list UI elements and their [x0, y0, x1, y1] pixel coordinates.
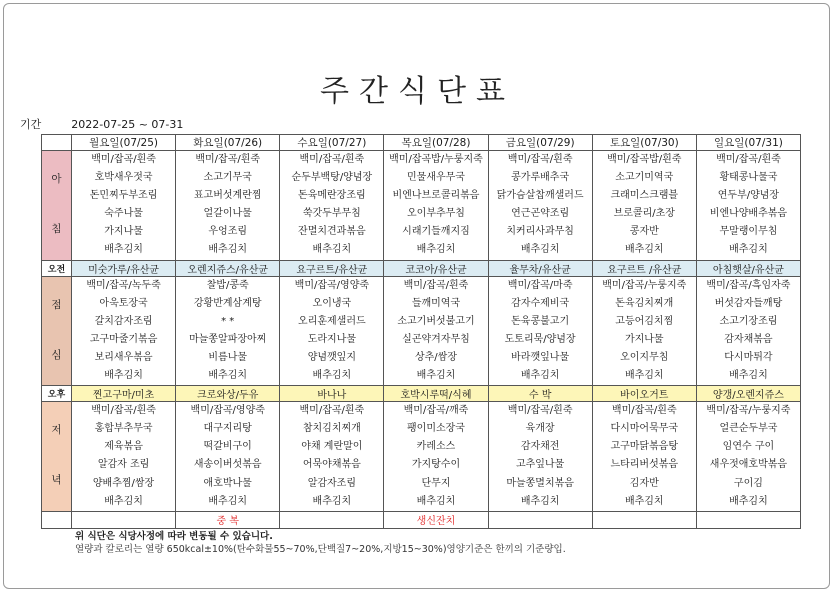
special-event-cell [592, 511, 696, 528]
am-snack-label: 오전 [42, 260, 72, 276]
day-header: 일요일(07/31) [696, 135, 800, 151]
special-event-cell [488, 511, 592, 528]
menu-item: 느타리버섯볶음 [610, 459, 679, 471]
menu-item: 순두부백탕/양념장 [291, 172, 373, 184]
am-snack-cell: 코코아/유산균 [384, 260, 488, 276]
menu-item: 백미/잡곡/녹두죽 [86, 279, 161, 291]
meal-label-char: 저 [51, 424, 62, 437]
menu-item: 얼큰순두부국 [719, 423, 778, 435]
menu-item: 바라깻잎나물 [511, 351, 570, 363]
menu-item: 들깨미역국 [411, 297, 461, 309]
menu-item: 얼갈이나물 [203, 208, 252, 220]
menu-item: 어묵야채볶음 [302, 459, 361, 471]
menu-item: 배추김치 [104, 244, 143, 256]
menu-item: 백미/잡곡밥/누룽지죽 [389, 154, 483, 165]
page-title: 주간식단표 [320, 74, 515, 109]
special-event-cell: 생신잔치 [384, 511, 488, 528]
meal-label-char: 점 [51, 298, 62, 311]
menu-item: 도토리묵/양념장 [504, 333, 576, 345]
menu-item: 배추김치 [624, 495, 664, 507]
menu-item: 보리새우볶음 [94, 351, 153, 363]
menu-item: 백미/잡곡/누룽지죽 [602, 279, 687, 291]
dinner-day-cell [592, 402, 696, 512]
dinner-day-cell [696, 402, 800, 512]
meal-label-char: 침 [51, 223, 62, 236]
menu-item: 육개장 [525, 423, 555, 435]
menu-item: 가지탕수이 [411, 459, 461, 471]
menu-item: 백미/잡곡/흰죽 [403, 279, 469, 291]
menu-item: 닭가슴살찹깨샐러드 [496, 190, 584, 202]
special-event-label [42, 511, 72, 528]
meal-label-char: 녁 [51, 474, 62, 487]
breakfast-day-cell [384, 151, 488, 261]
menu-item: 김자반 [629, 477, 659, 489]
menu-item: 백미/잡곡/누룽지죽 [706, 405, 791, 417]
pm-snack-cell: 바이오거트 [592, 386, 696, 402]
menu-item: 돈육김치찌개 [615, 297, 674, 309]
menu-item: 비엔나브로콜리볶음 [392, 190, 480, 202]
menu-item: 브로콜리/초장 [613, 208, 675, 220]
breakfast-day-cell [176, 151, 280, 261]
am-snack-cell: 미숫가루/유산균 [72, 260, 176, 276]
dinner-day-cell [384, 402, 488, 512]
menu-item: 배추김치 [729, 495, 768, 507]
menu-item: 백미/잡곡/영양죽 [190, 405, 265, 417]
corner-cell [42, 135, 72, 151]
period-label: 기간 [20, 118, 42, 131]
lunch-day-cell [72, 276, 176, 386]
breakfast-day-cell [488, 151, 592, 261]
menu-item: 배추김치 [416, 244, 456, 256]
menu-item: 백미/잡곡/흰죽 [611, 405, 677, 417]
menu-item: 배추김치 [208, 495, 248, 507]
menu-item: 팽이미소장국 [407, 423, 465, 435]
menu-item: 소고기미역국 [615, 172, 674, 184]
menu-item: 배추김치 [624, 370, 664, 382]
special-event-cell [280, 511, 384, 528]
menu-item: 민물새우무국 [407, 172, 465, 184]
menu-item: 가지나물 [104, 226, 143, 238]
menu-item: 돈육콩불고기 [511, 315, 570, 327]
menu-item: 고구마닭볶음탕 [610, 441, 679, 453]
pm-snack-cell: 수 박 [488, 386, 592, 402]
menu-item: 비름나물 [208, 351, 248, 363]
dinner-day-cell [176, 402, 280, 512]
menu-item: 배추김치 [520, 244, 560, 256]
menu-item: 배추김치 [208, 370, 248, 382]
day-header: 수요일(07/27) [280, 135, 384, 151]
pm-snack-row [42, 386, 801, 402]
day-header: 토요일(07/30) [592, 135, 696, 151]
breakfast-day-cell [592, 151, 696, 261]
menu-item: 양념깻잎지 [307, 351, 356, 363]
menu-item: 비엔나양배추볶음 [709, 208, 788, 220]
menu-item: 오이부추무침 [407, 208, 465, 220]
menu-item: 백미/잡곡/마죽 [507, 279, 573, 291]
lunch-day-cell [280, 276, 384, 386]
menu-item: 무말랭이무침 [719, 226, 778, 238]
menu-item: 배추김치 [208, 244, 248, 256]
menu-item: 고구마줄기볶음 [89, 333, 158, 345]
menu-item: 제육볶음 [104, 441, 143, 453]
menu-item: 소고기장조림 [719, 315, 778, 327]
am-snack-cell: 요구르트 /유산균 [592, 260, 696, 276]
menu-item: 연두부/양념장 [717, 190, 780, 202]
menu-item: 다시마튀각 [724, 351, 773, 363]
menu-item: 백미/잡곡/흑임자죽 [706, 279, 791, 291]
menu-item: 야채 계란말이 [301, 441, 363, 453]
menu-item: 구이김 [733, 477, 763, 489]
menu-item: 새우젓애호박볶음 [709, 459, 788, 471]
menu-item: * * [221, 315, 235, 327]
dinner-row [42, 402, 801, 512]
menu-item: 콩가루배추국 [511, 172, 570, 184]
menu-item: 배추김치 [729, 370, 768, 382]
menu-item: 백미/잡곡/흰죽 [716, 154, 781, 165]
menu-item: 소고기무국 [203, 172, 252, 184]
menu-item: 콩자반 [629, 226, 659, 238]
meal-label-char: 심 [51, 348, 62, 361]
menu-item: 백미/잡곡/흰죽 [507, 154, 573, 165]
menu-item: 백미/잡곡/흰죽 [299, 154, 365, 165]
menu-item: 알감자조림 [307, 477, 356, 489]
pm-snack-label: 오후 [42, 386, 72, 402]
menu-item: 다시마어묵무국 [610, 423, 679, 435]
menu-item: 오이지무침 [620, 351, 669, 363]
breakfast-day-cell [72, 151, 176, 261]
pm-snack-cell: 크로와상/두유 [176, 386, 280, 402]
menu-item: 배추김치 [104, 370, 143, 382]
menu-item: 고추잎나물 [515, 459, 565, 471]
menu-item: 치커리사과무침 [506, 226, 574, 238]
menu-item: 떡갈비구이 [203, 441, 252, 453]
menu-item: 배추김치 [520, 370, 560, 382]
menu-item: 배추김치 [416, 495, 456, 507]
day-header: 목요일(07/28) [384, 135, 488, 151]
menu-item: 배추김치 [312, 370, 352, 382]
lunch-label [42, 276, 72, 386]
menu-item: 시래기들깨지짐 [402, 226, 470, 238]
menu-item: 배추김치 [416, 370, 456, 382]
special-event-cell [72, 511, 176, 528]
menu-item: 돈육메란장조림 [298, 190, 366, 202]
menu-item: 양배추찜/쌈장 [92, 477, 155, 489]
menu-item: 감자채볶음 [724, 333, 773, 345]
pm-snack-cell: 찐고구마/미초 [72, 386, 176, 402]
dinner-day-cell [72, 402, 176, 512]
weekly-menu-table [41, 134, 801, 529]
day-header: 월요일(07/25) [72, 135, 176, 151]
pm-snack-cell: 양갱/오렌지쥬스 [696, 386, 800, 402]
note-change: 위 식단은 식당사정에 따라 변동될 수 있습니다. [75, 531, 273, 542]
day-header: 금요일(07/29) [488, 135, 592, 151]
am-snack-cell: 율무차/유산균 [488, 260, 592, 276]
menu-item: 돈민찌두부조림 [89, 190, 158, 202]
menu-item: 배추김치 [624, 244, 664, 256]
breakfast-label [42, 151, 72, 261]
menu-item: 버섯감자들깨탕 [714, 297, 783, 309]
lunch-day-cell [176, 276, 280, 386]
menu-item: 찰밥/콩죽 [206, 279, 249, 291]
lunch-day-cell [592, 276, 696, 386]
breakfast-day-cell [280, 151, 384, 261]
note-nutrition: 열량과 칼로리는 열량 650kcal±10%(탄수화물55~70%,단백질7~20%,지방15~30%)영양기준은 한끼의 기준량입. [75, 544, 566, 555]
lunch-day-cell [384, 276, 488, 386]
menu-item: 오이냉국 [312, 297, 352, 309]
menu-item: 숙주나물 [104, 208, 143, 220]
menu-item: 백미/잡곡밥/흰죽 [607, 154, 682, 165]
menu-item: 감자수제비국 [511, 297, 570, 309]
breakfast-row [42, 151, 801, 261]
menu-item: 백미/잡곡/깨죽 [403, 405, 469, 417]
period-value: 2022-07-25 ~ 07-31 [71, 118, 184, 131]
menu-item: 잔멸치견과볶음 [298, 226, 366, 238]
menu-item: 백미/잡곡/흰죽 [91, 405, 156, 417]
am-snack-cell: 요구르트/유산균 [280, 260, 384, 276]
menu-item: 실곤약겨자무침 [402, 333, 470, 345]
am-snack-cell: 오렌지쥬스/유산균 [176, 260, 280, 276]
menu-item: 백미/잡곡/흰죽 [299, 405, 365, 417]
menu-item: 백미/잡곡/흰죽 [507, 405, 573, 417]
menu-item: 배추김치 [520, 495, 560, 507]
menu-item: 백미/잡곡/흰죽 [195, 154, 261, 165]
day-header-row [42, 135, 801, 151]
menu-item: 대구지리탕 [203, 423, 252, 435]
notes [75, 530, 566, 556]
menu-item: 백미/잡곡/영양죽 [294, 279, 370, 291]
menu-item: 소고기버섯불고기 [397, 315, 475, 327]
menu-item: 상추/쌈장 [414, 351, 457, 363]
menu-item: 참치김치찌개 [302, 423, 361, 435]
menu-item: 황태콩나물국 [719, 172, 778, 184]
meal-label-char: 아 [51, 173, 62, 186]
lunch-day-cell [696, 276, 800, 386]
dinner-day-cell [488, 402, 592, 512]
menu-item: 크래미스크램블 [610, 190, 679, 202]
menu-item: 오리훈제샐러드 [298, 315, 366, 327]
am-snack-cell: 아침햇살/유산균 [696, 260, 800, 276]
menu-item: 배추김치 [312, 495, 352, 507]
breakfast-day-cell [696, 151, 800, 261]
menu-item: 연근곤약조림 [511, 208, 570, 220]
menu-item: 우엉조림 [208, 226, 248, 238]
menu-item: 단무지 [421, 477, 451, 489]
menu-item: 배추김치 [312, 244, 352, 256]
menu-item: 임연수 구이 [722, 441, 775, 453]
menu-item: 카레소스 [416, 441, 456, 453]
special-event-cell: 중 복 [176, 511, 280, 528]
menu-item: 감자채전 [520, 441, 560, 453]
special-event-cell [696, 511, 800, 528]
menu-item: 알감자 조림 [97, 459, 150, 471]
special-event-row [42, 511, 801, 528]
menu-item: 배추김치 [729, 244, 768, 256]
menu-item: 새송이버섯볶음 [193, 459, 262, 471]
menu-item: 백미/잡곡/흰죽 [91, 154, 156, 165]
menu-item: 아욱토장국 [99, 297, 148, 309]
pm-snack-cell: 호박시루떡/식혜 [384, 386, 488, 402]
menu-item: 가지나물 [624, 333, 664, 345]
menu-item: 쑥갓두부무침 [302, 208, 361, 220]
menu-item: 도라지나물 [307, 333, 356, 345]
menu-item: 마늘쫑알파장아찌 [189, 333, 267, 345]
menu-item: 마늘쫑멸치볶음 [506, 477, 574, 489]
am-snack-row [42, 260, 801, 276]
day-header: 화요일(07/26) [176, 135, 280, 151]
period-line [20, 116, 183, 132]
lunch-row [42, 276, 801, 386]
menu-item: 홍합부추무국 [94, 423, 153, 435]
menu-item: 갈치감자조림 [94, 315, 153, 327]
dinner-label [42, 402, 72, 512]
lunch-day-cell [488, 276, 592, 386]
menu-item: 고등어김치찜 [615, 315, 674, 327]
menu-item: 강황반계삼계탕 [193, 297, 262, 309]
dinner-day-cell [280, 402, 384, 512]
menu-item: 배추김치 [104, 495, 143, 507]
menu-item: 호박새우젓국 [94, 172, 153, 184]
menu-item: 애호박나물 [203, 477, 252, 489]
pm-snack-cell: 바나나 [280, 386, 384, 402]
menu-item: 표고버섯계란찜 [193, 190, 262, 202]
